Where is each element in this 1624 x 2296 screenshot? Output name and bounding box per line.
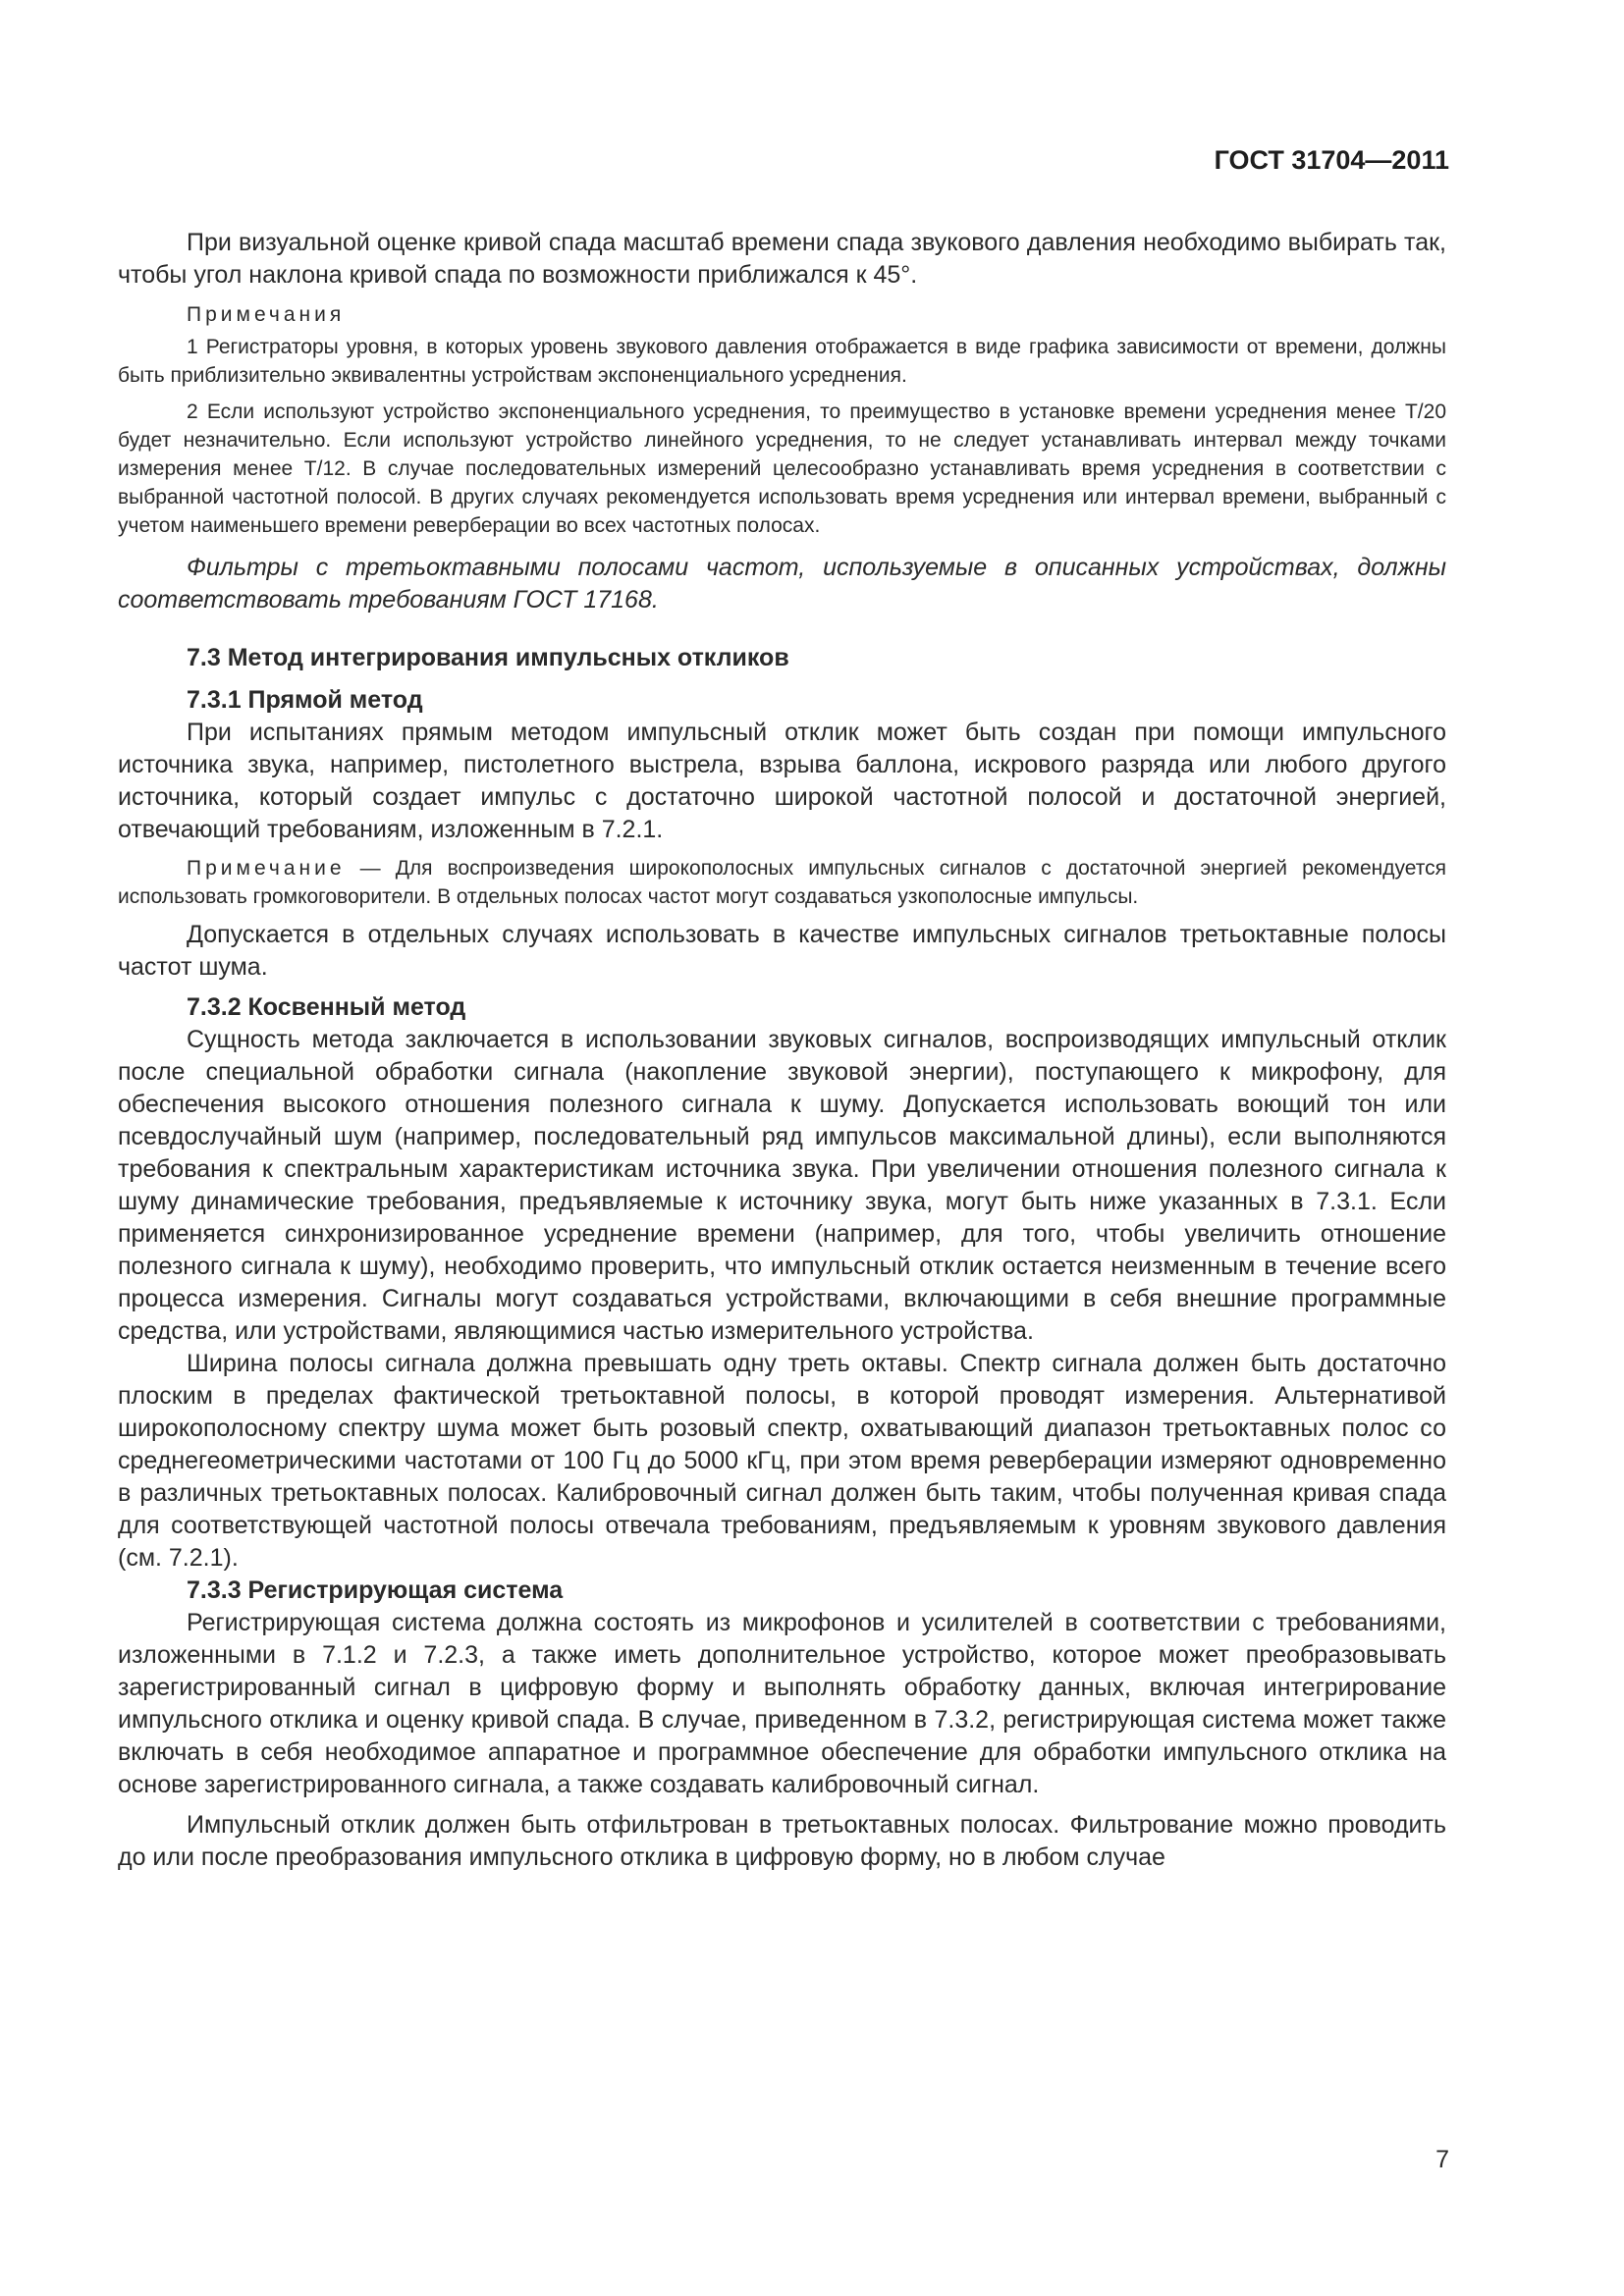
note-1: 1 Регистраторы уровня, в которых уровень звукового давления отображается в виде графика зависимости от времени, должны быть приблизительно эквивалентны устройствам экспоненциального усреднения. bbox=[118, 336, 1446, 387]
notes-heading: Примечания bbox=[187, 303, 346, 326]
page-number: 7 bbox=[1435, 2146, 1449, 2173]
section-heading-7-3: 7.3 Метод интегрирования импульсных откликов bbox=[187, 644, 789, 671]
paragraph-direct-method: При испытаниях прямым методом импульсный отклик может быть создан при помощи импульсного источника звука, например, пистолетного выстрела, взрыва баллона, искрового разряда или любого другого источника, который создает импульс с достаточно широкой частотной полосой и достаточной энергией, отвечающий требованиям, изложенным в 7.2.1. bbox=[118, 719, 1446, 843]
section-heading-7-3-3: 7.3.3 Регистрирующая система bbox=[187, 1576, 564, 1604]
paragraph-signal-bandwidth: Ширина полосы сигнала должна превышать одну треть октавы. Спектр сигнала должен быть достаточно плоским в пределах фактической третьоктавной полосы, в которой проводят измерения. Альтернативой широкополосному спектру шума может быть розовый спектр, охватывающий диапазон третьоктавных полос со среднегеометрическими частотами от 100 Гц до 5000 кГц, при этом время реверберации измеряют одновременно в различных третьоктавных полосах. Калибровочный сигнал должен быть таким, чтобы полученная кривая спада для соответствующей частотной полосы отвечала требованиям, предъявляемым к уровням звукового давления (см. 7.2.1). bbox=[118, 1350, 1446, 1572]
paragraph-recording-system: Регистрирующая система должна состоять из микрофонов и усилителей в соответствии с требованиями, изложенными в 7.1.2 и 7.2.3, а также иметь дополнительное устройство, которое может преобразовывать зарегистрированный сигнал в цифровую форму и выполнять обработку данных, включая интегрирование импульсного отклика и оценку кривой спада. В случае, приведенном в 7.3.2, регистрирующая система может также включать в себя необходимое аппаратное и программное обеспечение для обработки импульсного отклика на основе зарегистрированного сигнала, а также создавать калибровочный сигнал. bbox=[118, 1609, 1446, 1798]
paragraph-indirect-method: Сущность метода заключается в использовании звуковых сигналов, воспроизводящих импульсный отклик после специальной обработки сигнала (накопление звуковой энергии), поступающего к микрофону, для обеспечения высокого отношения полезного сигнала к шуму. Допускается использовать воющий тон или псевдослучайный шум (например, последовательный ряд импульсов максимальной длины), если выполняются требования к спектральным характеристикам источника звука. При увеличении отношения полезного сигнала к шуму динамические требования, предъявляемые к источнику звука, могут быть ниже указанных в 7.3.1. Если применяется синхронизированное усреднение времени (например, для того, чтобы увеличить отношение полезного сигнала к шуму), необходимо проверить, что импульсный отклик остается неизменным в течение всего процесса измерения. Сигналы могут создаваться устройствами, включающими в себя внешние программные средства, или устройствами, являющимися частью измерительного устройства. bbox=[118, 1026, 1446, 1345]
paragraph-filters: Фильтры с третьоктавными полосами частот, используемые в описанных устройствах, должны соответствовать требованиям ГОСТ 17168. bbox=[118, 554, 1446, 614]
note-2: 2 Если используют устройство экспоненциального усреднения, то преимущество в установке времени усреднения менее T/20 будет незначительно. Если используют устройство линейного усреднения, то не следует устанавливать интервал между точками измерения менее T/12. В случае последовательных измерений целесообразно устанавливать время усреднения в соответствии с выбранной частотной полосой. В других случаях рекомендуется использовать время усреднения или интервал времени, выбранный с учетом наименьшего времени реверберации во всех частотных полосах. bbox=[118, 400, 1446, 537]
document-body bbox=[118, 227, 1446, 1882]
note-3-text: — Для воспроизведения широкополосных импульсных сигналов с достаточной энергией рекомендуется использовать громкоговорители. В отдельных полосах частот могут создаваться узкополосные импульсы. bbox=[118, 857, 1446, 908]
note-3-label: Примечание bbox=[187, 857, 346, 880]
standard-header: ГОСТ 31704—2011 bbox=[1214, 145, 1449, 175]
paragraph-third-octave-noise: Допускается в отдельных случаях использовать в качестве импульсных сигналов третьоктавные полосы частот шума. bbox=[118, 921, 1446, 981]
paragraph-decay-scale: При визуальной оценке кривой спада масштаб времени спада звукового давления необходимо выбирать так, чтобы угол наклона кривой спада по возможности приближался к 45°. bbox=[118, 229, 1446, 289]
paragraph-impulse-filtering: Импульсный отклик должен быть отфильтрован в третьоктавных полосах. Фильтрование можно проводить до или после преобразования импульсного отклика в цифровую форму, но в любом случае bbox=[118, 1811, 1446, 1871]
section-heading-7-3-1: 7.3.1 Прямой метод bbox=[187, 686, 423, 714]
section-heading-7-3-2: 7.3.2 Косвенный метод bbox=[187, 993, 466, 1021]
note-3 bbox=[118, 854, 1446, 911]
